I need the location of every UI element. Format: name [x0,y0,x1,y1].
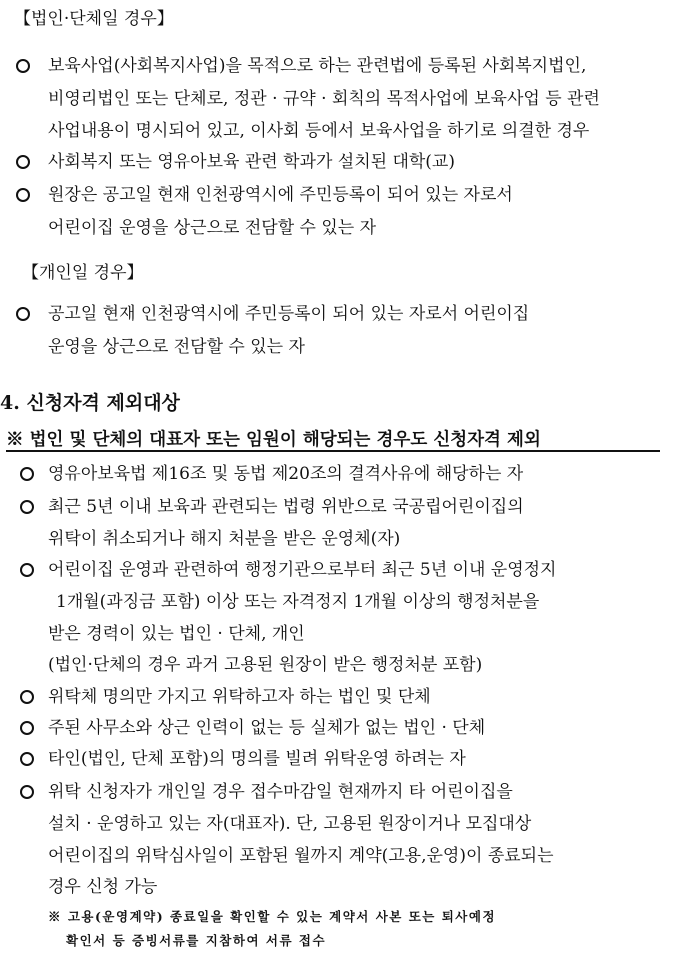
corp-item-1-line-2: 비영리법인 또는 단체로, 정관 · 규약 · 회칙의 목적사업에 보육사업 등 관련 [48,89,600,109]
bullet-circle-icon [20,467,34,481]
section-4-warning: ※ 법인 및 단체의 대표자 또는 임원이 해당되는 경우도 신청자격 제외 [6,430,541,450]
s4-item-5-line-1: 주된 사무소와 상근 인력이 없는 등 실체가 없는 법인 · 단체 [48,718,486,738]
corp-item-3-line-1: 원장은 공고일 현재 인천광역시에 주민등록이 되어 있는 자로서 [48,185,513,205]
s4-item-7-line-3: 어린이집의 위탁심사일이 포함된 월까지 계약(고용,운영)이 종료되는 [48,846,554,866]
s4-item-3-line-3: 받은 경력이 있는 법인 · 단체, 개인 [48,624,305,644]
corp-heading: 【법인·단체일 경우】 [14,9,174,29]
bullet-circle-icon [20,563,34,577]
bullet-circle-icon [20,500,34,514]
s4-item-7-line-4: 경우 신청 가능 [48,877,158,897]
bullet-circle-icon [16,307,30,321]
s4-item-3-line-1: 어린이집 운영과 관련하여 행정기관으로부터 최근 5년 이내 운영정지 [48,560,557,580]
section-4-title: 4. 신청자격 제외대상 [0,392,180,414]
bullet-circle-icon [16,59,30,73]
indiv-heading: 【개인일 경우】 [22,263,144,283]
s4-item-3-line-4: (법인·단체의 경우 과거 고용된 원장이 받은 행정처분 포함) [48,655,483,675]
corp-item-1-line-3: 사업내용이 명시되어 있고, 이사회 등에서 보육사업을 하기로 의결한 경우 [48,121,590,141]
bullet-circle-icon [20,690,34,704]
note-line-2: 확인서 등 증빙서류를 지참하여 서류 접수 [66,933,327,948]
corp-item-2-line-1: 사회복지 또는 영유아보육 관련 학과가 설치된 대학(교) [48,152,455,172]
s4-item-6-line-1: 타인(법인, 단체 포함)의 명의를 빌려 위탁운영 하려는 자 [48,749,466,769]
corp-item-3-line-2: 어린이집 운영을 상근으로 전담할 수 있는 자 [48,218,377,238]
s4-item-1-line-1: 영유아보육법 제16조 및 동법 제20조의 결격사유에 해당하는 자 [48,464,524,484]
s4-item-3-line-2: 1개월(과징금 포함) 이상 또는 자격정지 1개월 이상의 행정처분을 [56,592,540,612]
bullet-circle-icon [16,155,30,169]
warning-underline [6,450,660,452]
note-line-1: ※ 고용(운영계약) 종료일을 확인할 수 있는 계약서 사본 또는 퇴사예정 [48,909,497,924]
indiv-item-1-line-2: 운영을 상근으로 전담할 수 있는 자 [48,337,305,357]
s4-item-4-line-1: 위탁체 명의만 가지고 위탁하고자 하는 법인 및 단체 [48,687,431,707]
s4-item-7-line-1: 위탁 신청자가 개인일 경우 접수마감일 현재까지 타 어린이집을 [48,782,513,802]
bullet-circle-icon [20,752,34,766]
bullet-circle-icon [20,721,34,735]
s4-item-7-line-2: 설치 · 운영하고 있는 자(대표자). 단, 고용된 원장이거나 모집대상 [48,814,532,834]
s4-item-2-line-2: 위탁이 취소되거나 해지 처분을 받은 운영체(자) [48,529,401,549]
corp-item-1-line-1: 보육사업(사회복지사업)을 목적으로 하는 관련법에 등록된 사회복지법인, [48,56,587,76]
bullet-circle-icon [20,785,34,799]
indiv-item-1-line-1: 공고일 현재 인천광역시에 주민등록이 되어 있는 자로서 어린이집 [48,304,530,324]
s4-item-2-line-1: 최근 5년 이내 보육과 관련되는 법령 위반으로 국공립어린이집의 [48,497,524,517]
bullet-circle-icon [16,188,30,202]
